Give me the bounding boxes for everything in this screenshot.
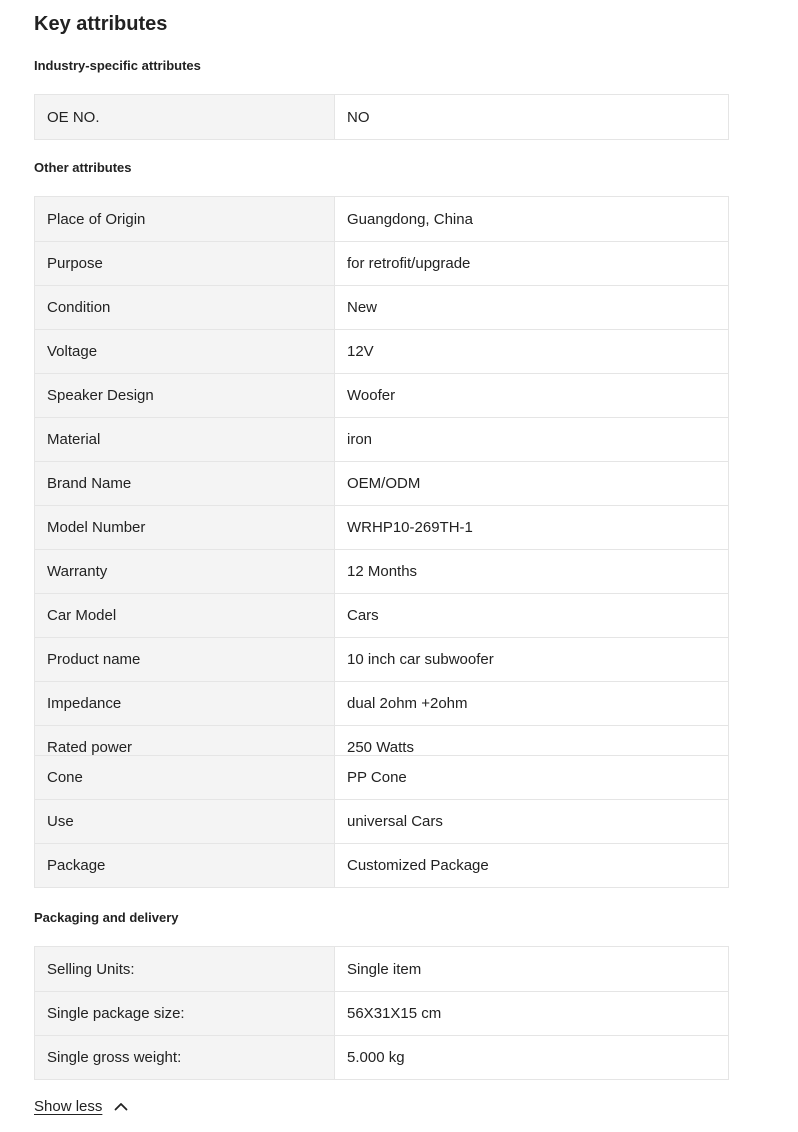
attribute-row (35, 725, 728, 755)
attribute-key: OE NO. (35, 95, 335, 139)
attribute-value: Single item (335, 947, 728, 991)
attribute-key: Model Number (35, 506, 335, 549)
attribute-key: Product name (35, 638, 335, 681)
attribute-value: Woofer (335, 374, 728, 417)
attribute-value: OEM/ODM (335, 462, 728, 505)
attribute-value: PP Cone (335, 756, 728, 799)
attribute-value: New (335, 286, 728, 329)
attribute-value: Guangdong, China (335, 197, 728, 241)
section-title-industry: Industry-specific attributes (34, 58, 201, 73)
attribute-row (35, 329, 728, 373)
attribute-value: dual 2ohm +2ohm (335, 682, 728, 725)
attribute-key: Selling Units: (35, 947, 335, 991)
attribute-value: 250 Watts (335, 726, 728, 755)
attribute-row (35, 285, 728, 329)
attribute-key: Package (35, 844, 335, 887)
attribute-key: Car Model (35, 594, 335, 637)
attribute-key: Rated power (35, 726, 335, 755)
attribute-key: Warranty (35, 550, 335, 593)
attribute-value: 12V (335, 330, 728, 373)
attribute-row (35, 843, 728, 887)
chevron-up-icon[interactable] (114, 1102, 128, 1111)
show-less-button[interactable] (34, 1098, 128, 1115)
attribute-row (35, 947, 728, 991)
other-attributes-table (34, 196, 729, 888)
section-title-packaging: Packaging and delivery (34, 910, 179, 925)
packaging-table (34, 946, 729, 1080)
attribute-key: Brand Name (35, 462, 335, 505)
attribute-row (35, 799, 728, 843)
attribute-row (35, 1035, 728, 1079)
attribute-row (35, 755, 728, 799)
attribute-row (35, 549, 728, 593)
attribute-row (35, 241, 728, 285)
attribute-key: Condition (35, 286, 335, 329)
attribute-value: WRHP10-269TH-1 (335, 506, 728, 549)
attribute-value: 12 Months (335, 550, 728, 593)
page-title: Key attributes (34, 13, 168, 35)
attribute-value: universal Cars (335, 800, 728, 843)
attribute-key: Purpose (35, 242, 335, 285)
attribute-row (35, 637, 728, 681)
attribute-key: Cone (35, 756, 335, 799)
attribute-key: Impedance (35, 682, 335, 725)
show-less-label[interactable]: Show less (34, 1098, 103, 1115)
attribute-value: 5.000 kg (335, 1036, 728, 1079)
attribute-row (35, 505, 728, 549)
attribute-row (35, 681, 728, 725)
attribute-value: for retrofit/upgrade (335, 242, 728, 285)
section-title-other: Other attributes (34, 160, 132, 175)
attribute-row (35, 95, 728, 139)
attribute-key: Single gross weight: (35, 1036, 335, 1079)
attribute-row (35, 461, 728, 505)
attribute-value: Customized Package (335, 844, 728, 887)
attribute-value: iron (335, 418, 728, 461)
attribute-key: Single package size: (35, 992, 335, 1035)
attribute-row (35, 373, 728, 417)
attribute-row (35, 197, 728, 241)
attribute-value: NO (335, 95, 728, 139)
attribute-row (35, 593, 728, 637)
attribute-key: Use (35, 800, 335, 843)
attribute-row (35, 991, 728, 1035)
attribute-value: 56X31X15 cm (335, 992, 728, 1035)
attribute-value: 10 inch car subwoofer (335, 638, 728, 681)
attribute-key: Place of Origin (35, 197, 335, 241)
attribute-row (35, 417, 728, 461)
attribute-key: Material (35, 418, 335, 461)
attribute-key: Voltage (35, 330, 335, 373)
attribute-value: Cars (335, 594, 728, 637)
industry-attributes-table (34, 94, 729, 140)
attribute-key: Speaker Design (35, 374, 335, 417)
